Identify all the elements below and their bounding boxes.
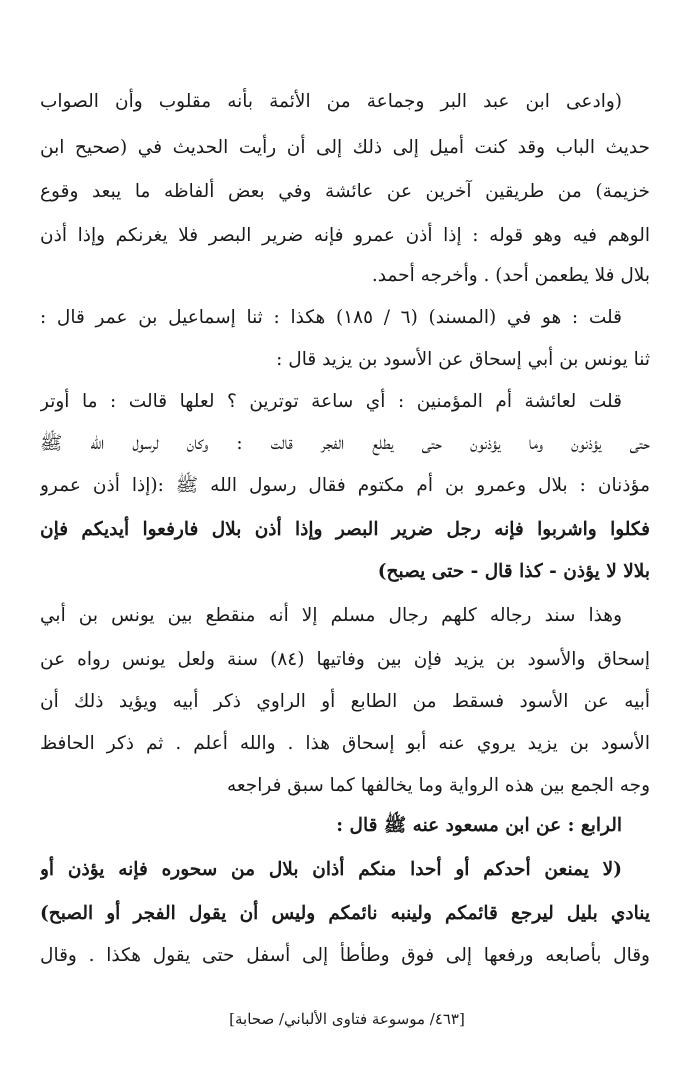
text-line: (وادعى ابن عبد البر وجماعة من الأئمة بأنه مقلوب وأن الصواب [40, 91, 622, 112]
text-line: قلت : هو في (المسند) (٦ / ١٨٥) هكذا : ثنا إسماعيل بن عمر قال : [40, 307, 622, 328]
text-line: حديث الباب وقد كنت أميل إلى ذلك إلى أن رأيت الحديث في (صحيح ابن [40, 137, 650, 158]
hadith-text-line: (لا يمنعن أحدكم أو أحدا منكم أذان بلال من سحوره فإنه يؤذن أو [40, 859, 622, 880]
text-line: إسحاق والأسود بن يزيد فإن بين وفاتيها (٨٤) سنة ولعل يونس رواه عن [40, 649, 650, 670]
text-line: أبيه عن الأسود فسقط من الطابع أو الراوي ذكر أبيه ويؤيد ذلك أن [40, 691, 650, 712]
text-line: قلت لعائشة أم المؤمنين : أي ساعة توترين ؟ لعلها قالت : ما أوتر [40, 391, 622, 412]
text-line: مؤذنان : بلال وعمرو بن أم مكتوم فقال رسول الله ﷺ :(إذا أذن عمرو [40, 475, 650, 496]
text-line: الوهم فيه وهو قوله : إذا أذن عمرو فإنه ضرير البصر فلا يغرنكم وإذا أذن [40, 225, 650, 246]
page-footer [0, 1010, 694, 1028]
text-line: حتى يؤذنون وما يؤذنون حتى يطلع الفجر قالت : وكان لرسول الله ﷺ [40, 433, 650, 454]
text-line: ثنا يونس بن أبي إسحاق عن الأسود بن يزيد قال : [276, 349, 650, 370]
hadith-text-line: ينادي بليل ليرجع قائمكم ولينبه نائمكم وليس أن يقول الفجر أو الصبح) [40, 903, 650, 924]
footer-text: [٤٦٣/ موسوعة فتاوى الألباني/ صحابة] [229, 1010, 465, 1028]
hadith-text-line: بلالا لا يؤذن - كذا قال - حتى يصبح) [377, 561, 650, 582]
text-line: وقال بأصابعه ورفعها إلى فوق وطأطأ إلى أسفل حتى يقول هكذا . وقال [40, 945, 650, 966]
hadith-text-line: فكلوا واشربوا فإنه رجل ضرير البصر وإذا أذن بلال فارفعوا أيديكم فإن [40, 519, 650, 540]
text-line: الأسود بن يزيد يروي عنه أبو إسحاق هذا . والله أعلم . ثم ذكر الحافظ [40, 733, 650, 754]
text-line: خزيمة) من طريقين آخرين عن عائشة وفي بعض ألفاظه ما يبعد وقوع [40, 181, 650, 202]
text-line: وهذا سند رجاله كلهم رجال مسلم إلا أنه منقطع بين يونس بن أبي [40, 605, 622, 626]
section-heading: الرابع : عن ابن مسعود عنه ﷺ قال : [336, 815, 622, 836]
text-line: بلال فلا يطعمن أحد) . وأخرجه أحمد. [371, 265, 650, 286]
text-line: وجه الجمع بين هذه الرواية وما يخالفها كما سبق فراجعه [226, 775, 650, 796]
